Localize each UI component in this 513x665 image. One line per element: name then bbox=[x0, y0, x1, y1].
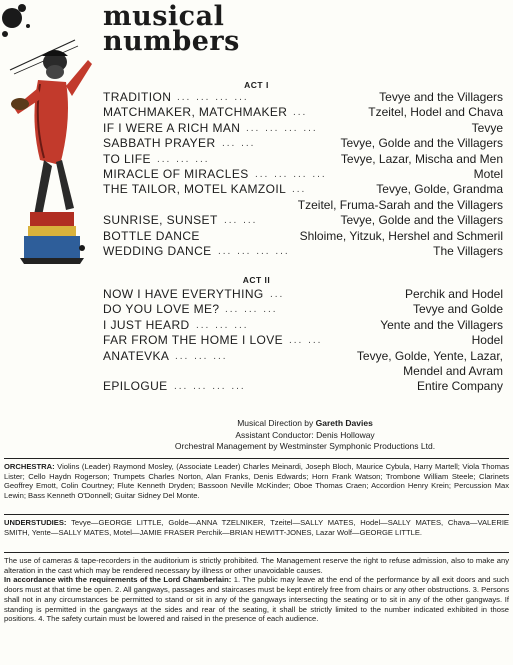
leader-dots: ... ... ... bbox=[175, 350, 228, 362]
musical-direction bbox=[140, 418, 470, 430]
understudies-label: UNDERSTUDIES: bbox=[4, 518, 67, 527]
song-performers: Tevye, Golde, Yente, Lazar, bbox=[356, 348, 503, 363]
song-title: SABBATH PRAYER bbox=[103, 136, 216, 151]
song-row bbox=[103, 379, 503, 394]
song-performers: The Villagers bbox=[433, 243, 503, 258]
leader-dots: ... bbox=[292, 184, 307, 196]
song-title: SUNRISE, SUNSET bbox=[103, 213, 218, 228]
leader-dots: ... ... ... ... bbox=[255, 168, 327, 180]
leader-dots: ... bbox=[270, 289, 285, 300]
music-credits bbox=[140, 418, 470, 453]
lord-chamberlain-label: In accordance with the requirements of the Lord Chamberlain: bbox=[4, 575, 232, 585]
song-row bbox=[103, 333, 503, 348]
song-row bbox=[103, 229, 503, 244]
leader-dots: ... bbox=[293, 107, 308, 119]
song-row bbox=[103, 213, 503, 228]
song-row bbox=[103, 90, 503, 105]
leader-dots: ... ... ... ... bbox=[177, 92, 249, 103]
song-row bbox=[103, 302, 503, 317]
song-title: THE TAILOR, MOTEL KAMZOIL bbox=[103, 182, 287, 197]
musical-director-name: Gareth Davies bbox=[315, 418, 373, 428]
leader-dots: ... ... ... ... bbox=[246, 122, 318, 134]
house-notice bbox=[4, 556, 509, 624]
orchestra-label: ORCHESTRA: bbox=[4, 462, 55, 471]
orchestral-management: Orchestral Management by Westminster Symphonic Productions Ltd. bbox=[174, 441, 436, 452]
act-2-song-list bbox=[103, 287, 503, 395]
understudies-list bbox=[4, 518, 509, 537]
song-row bbox=[103, 318, 503, 333]
leader-dots: ... ... ... bbox=[196, 319, 249, 331]
act-1-song-list bbox=[103, 90, 503, 259]
leader-dots: ... ... ... ... bbox=[218, 245, 290, 257]
song-title: BOTTLE DANCE bbox=[103, 228, 200, 243]
song-title: FAR FROM THE HOME I LOVE bbox=[103, 333, 284, 348]
orchestra-text: Violins (Leader) Raymond Mosley, (Associate Leader) Charles Meinardi, Joseph Bloch, Maurice Cybula, Harry Martell; Viola Thomas Lister; Cello Haydn Rogerson; Trumpets Charles Norton, Alan Franks, Denis Edwards; Horn Frank Watson; Trombone William Steele; Clarinets Geoffrey Emott, Colin Courtney; Flute Kenneth Dryden; Bassoon Neville McKinder; Oboe Thomas Craen; Accordion Henry Krein; Percussion Max Lewin; Bass Kenneth O'Donnell; Guitar Sidney Del Monte. bbox=[4, 462, 509, 501]
song-title: TRADITION bbox=[103, 90, 172, 104]
song-row bbox=[103, 167, 503, 182]
orchestra-list bbox=[4, 462, 509, 501]
divider bbox=[4, 458, 509, 459]
song-performers: Tevye and Golde bbox=[412, 302, 503, 317]
fiddler-on-roof-illustration bbox=[0, 0, 100, 265]
understudies-text: Tevye—GEORGE LITTLE, Golde—ANNA TZELNIKER, Tzeitel—SALLY MATES, Hodel—SALLY MATES, Chava—VALERIE SMITH, Yente—SALLY MATES, Motel—JAMIE FRASER Perchik—BRIAN HEWITT-JONES, Lazar Wolf—GEORGE LITTLE. bbox=[4, 518, 509, 537]
song-title: TO LIFE bbox=[103, 151, 151, 166]
leader-dots: ... ... ... bbox=[157, 153, 210, 165]
song-row bbox=[103, 287, 503, 302]
song-performers: Tevye, Golde and the Villagers bbox=[340, 136, 503, 151]
song-performers-continued: Tzeitel, Fruma-Sarah and the Villagers bbox=[297, 197, 503, 212]
notice-paragraph-2 bbox=[4, 575, 509, 624]
act-1-heading: ACT I bbox=[244, 80, 269, 90]
song-row bbox=[103, 105, 503, 120]
act-2-heading: ACT II bbox=[242, 275, 271, 285]
musical-direction-label: Musical Direction by bbox=[237, 418, 316, 428]
song-performers-continued: Mendel and Avram bbox=[403, 363, 503, 378]
leader-dots: ... ... ... ... bbox=[174, 381, 246, 393]
song-performers: Tevye and the Villagers bbox=[379, 90, 503, 104]
song-performers: Tevye, Golde and the Villagers bbox=[340, 213, 503, 228]
song-title: MIRACLE OF MIRACLES bbox=[103, 166, 249, 181]
song-performers: Yente and the Villagers bbox=[380, 317, 503, 332]
song-title: MATCHMAKER, MATCHMAKER bbox=[103, 105, 288, 120]
title-line-2: numbers bbox=[103, 25, 240, 57]
song-title: ANATEVKA bbox=[103, 348, 170, 363]
song-performers: Motel bbox=[473, 166, 503, 181]
page-title bbox=[103, 1, 333, 57]
song-title: IF I WERE A RICH MAN bbox=[103, 120, 241, 135]
song-row bbox=[103, 152, 503, 167]
song-title: I JUST HEARD bbox=[103, 317, 190, 332]
assistant-conductor: Assistant Conductor: Denis Holloway bbox=[235, 429, 375, 440]
song-performers: Hodel bbox=[471, 333, 503, 348]
song-performers: Tevye bbox=[471, 120, 503, 135]
song-row bbox=[103, 136, 503, 151]
song-title: NOW I HAVE EVERYTHING bbox=[103, 287, 264, 301]
song-performers: Tevye, Lazar, Mischa and Men bbox=[340, 151, 503, 166]
song-performers: Shloime, Yitzuk, Hershel and Schmeril bbox=[299, 228, 503, 243]
song-title: WEDDING DANCE bbox=[103, 243, 212, 258]
song-title: DO YOU LOVE ME? bbox=[103, 302, 220, 317]
song-row bbox=[103, 121, 503, 136]
song-row bbox=[103, 182, 503, 213]
divider bbox=[4, 514, 509, 515]
title-line-1: musical bbox=[103, 1, 225, 32]
lord-chamberlain-text: 1. The public may leave at the end of the performance by all exit doors and such doors must at that time be open. 2. All gangways, passages and staircases must be kept entirely free from chairs or any other obstructions. 3. Persons shall not in any circumstances be permitted to stand or sit in any of the gangways intersecting the seating or to sit in any of the other gangways. If standing is permitted in the gangways at the sides and rear of the seating, it shall be strictly limited to the number indicated exhibited in those positions. 4. The safety curtain must be lowered and raised in the presence of each audience. bbox=[4, 575, 509, 624]
leader-dots: ... ... bbox=[222, 138, 256, 150]
song-row bbox=[103, 349, 503, 380]
song-performers: Tevye, Golde, Grandma bbox=[376, 182, 503, 197]
song-title: EPILOGUE bbox=[103, 379, 168, 394]
leader-dots: ... ... bbox=[224, 215, 258, 227]
song-performers: Entire Company bbox=[416, 379, 503, 394]
notice-paragraph-1: The use of cameras & tape-recorders in the auditorium is strictly prohibited. The Management reserve the right to refuse admission, also to make any alteration in the cast which may be rendered necessary by illness or other unavoidable causes. bbox=[4, 556, 509, 575]
divider bbox=[4, 552, 509, 553]
song-row bbox=[103, 244, 503, 259]
song-performers: Tzeitel, Hodel and Chava bbox=[368, 105, 503, 120]
leader-dots: ... ... bbox=[289, 335, 323, 347]
leader-dots: ... ... ... bbox=[225, 304, 278, 316]
song-performers: Perchik and Hodel bbox=[404, 287, 503, 301]
